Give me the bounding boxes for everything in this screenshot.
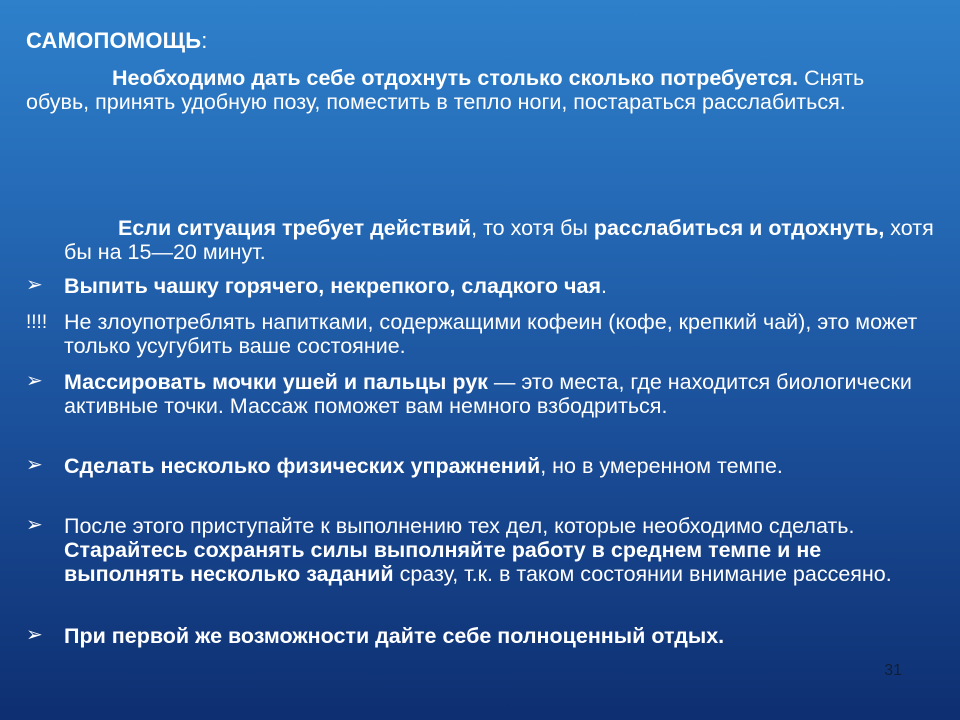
slide-title <box>26 28 208 54</box>
item-normal-text: Не злоупотреблять напитками, содержащими кофеин (кофе, крепкий чай), это может только усугубить ваше состояние. <box>64 310 918 358</box>
intro-normal-text: Снять обувь, принять удобную позу, поместить в тепло ноги, постараться расслабиться. <box>26 66 865 114</box>
action-bold-2: расслабиться и отдохнуть, <box>593 216 885 240</box>
item-normal-text: — это места, где находится биологически активные точки. Массаж поможет вам немного взбодриться. <box>64 370 912 418</box>
arrow-bullet-icon: ➢ <box>26 274 43 296</box>
intro-bold-text: Необходимо дать себе отдохнуть столько сколько потребуется. <box>112 66 799 90</box>
action-normal-1: , то хотя бы <box>471 216 594 240</box>
item-normal-text: . <box>601 274 607 298</box>
page-number: 31 <box>884 662 902 679</box>
list-item <box>26 624 946 648</box>
arrow-bullet-icon: ➢ <box>26 454 43 476</box>
list-item <box>26 454 946 478</box>
arrow-bullet-icon: ➢ <box>26 370 43 392</box>
item-normal-text: , но в умеренном темпе. <box>540 454 783 478</box>
item-normal-text-2: сразу, т.к. в таком состоянии внимание рассеяно. <box>393 562 892 586</box>
list-item <box>26 310 946 358</box>
exclamation-bullet: !!!! <box>26 312 48 333</box>
item-normal-text: После этого приступайте к выполнению тех дел, которые необходимо сделать. <box>64 514 855 538</box>
title-colon: : <box>201 28 208 53</box>
list-item <box>26 274 946 298</box>
item-bold-text: Старайтесь сохранять силы выполняйте работу в среднем темпе и не выполнять несколько заданий <box>64 538 822 586</box>
arrow-bullet-icon: ➢ <box>26 514 43 536</box>
item-bold-text: Сделать несколько физических упражнений <box>64 454 541 478</box>
action-normal-2: хотя бы на 15—20 минут. <box>64 216 934 264</box>
arrow-bullet-icon: ➢ <box>26 624 43 646</box>
item-bold-text: Массировать мочки ушей и пальцы рук <box>64 370 488 394</box>
action-bold-1: Если ситуация требует действий <box>118 216 472 240</box>
item-bold-text: Выпить чашку горячего, некрепкого, сладкого чая <box>64 274 601 298</box>
item-bold-text: При первой же возможности дайте себе полноценный отдых. <box>64 624 725 648</box>
action-paragraph <box>64 216 944 264</box>
intro-paragraph <box>26 66 926 114</box>
title-text: САМОПОМОЩЬ <box>26 28 202 53</box>
list-item <box>26 514 946 586</box>
list-item <box>26 370 946 418</box>
